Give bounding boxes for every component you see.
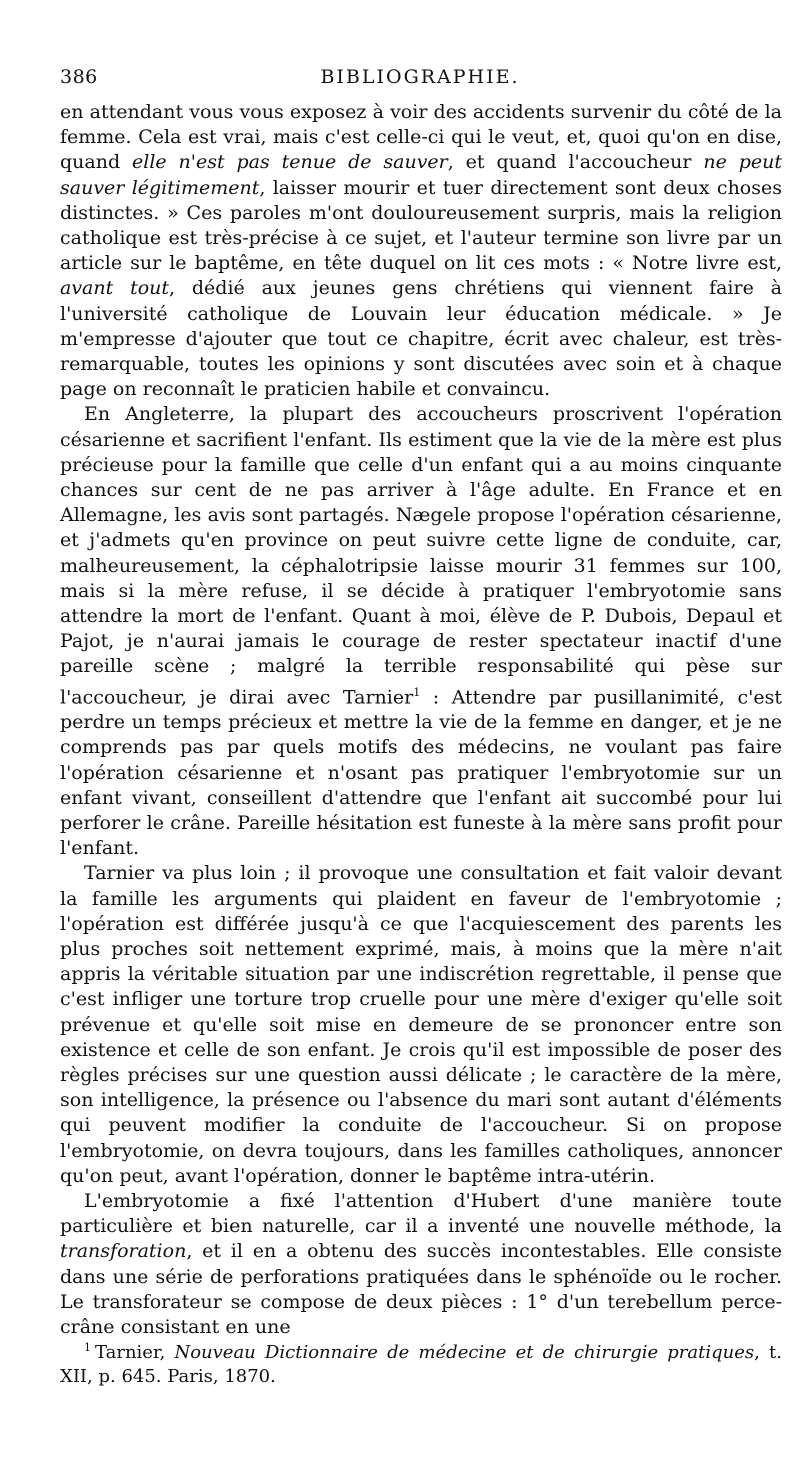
paragraph-3: Tarnier va plus loin ; il provoque une consultation et fait valoir devant la famille les arguments qui plaident en faveur de l'embryotomie ; l'opération est différée jusqu'à ce que l'acquiescement des parents les plus proches soit nettement exprimé, mais, à moins que la mère n'ait appris la véritable situation par une indiscrétion regrettable, il pense que c'est infliger une torture trop cruelle pour une mère d'exiger qu'elle soit prévenue et qu'elle soit mise en demeure de se prononcer entre son existence et celle de son enfant. Je crois qu'il est impossible de poser des règles précises sur une question aussi délicate ; le caractère de la mère, son intelligence, la présence ou l'absence du mari sont autant d'éléments qui peuvent modifier la conduite de l'accoucheur. Si on propose l'embryotomie, on devra toujours, dans les familles catholiques, annoncer qu'on peut, avant l'opération, donner le baptême intra-utérin. [60, 862, 782, 1187]
footnote-text-a: Tarnier, [95, 1342, 175, 1363]
paragraph-1-italic-b: elle n'est pas tenue de sauver [132, 151, 448, 174]
paragraph-4 [60, 1189, 782, 1340]
footnote-text-b: , t. XII, p. 645. Paris, 1870. [60, 1342, 782, 1387]
footnote-ref-1[interactable]: 1 [413, 685, 421, 699]
paragraph-2 [60, 402, 782, 861]
page-header [60, 66, 780, 94]
body-text [60, 100, 782, 1340]
footnote-1 [60, 1336, 782, 1389]
paragraph-2-text-a: En Angleterre, la plupart des accoucheurs proscrivent l'opération césarienne et sacrifient l'enfant. Ils estiment que la vie de la mère est plus précieuse pour la famille que celle d'un enfant qui a au moins cinquante chances sur cent de ne pas arriver à l'âge adulte. En France et en Allemagne, les avis sont partagés. Nægele propose l'opération césarienne, et j'admets qu'en province on peut suivre cette ligne de conduite, car, malheureusement, la céphalotripsie laisse mourir 31 femmes sur 100, mais si la mère refuse, il se décide à pratiquer l'embryotomie sans attendre la mort de l'enfant. Quant à moi, élève de P. Dubois, Depaul et Pajot, je n'aurai jamais le courage de rester spectateur inactif d'une pareille scène ; malgré la terrible responsabilité qui pèse sur l'accoucheur, je dirai avec Tarnier [60, 403, 782, 708]
footnote-number: 1 [84, 1341, 91, 1354]
paragraph-1-italic-d: ne peut sauver légitimement [60, 151, 782, 199]
paragraph-1-text-c: , et quand l'accoucheur [447, 151, 704, 174]
page-number: 386 [60, 66, 98, 88]
footnote-title: Nouveau Dictionnaire de médecine et de chirurgie pratiques [174, 1342, 755, 1363]
running-head: BIBLIOGRAPHIE. [320, 66, 520, 88]
paragraph-4-text-c: , et il en a obtenu des succès incontestables. Elle consiste dans une série de perforations pratiquées dans le sphénoïde ou le rocher. Le transforateur se compose de deux pièces : 1° d'un terebellum perce-crâne consistant en une [60, 1240, 782, 1339]
paragraph-1-text-e: , laisser mourir et tuer directement sont deux choses distinctes. » Ces paroles m'ont douloureusement surpris, mais la religion catholique est très-précise à ce sujet, et l'auteur termine son livre par un article sur le baptême, en tête duquel on lit ces mots : « Notre livre est, [60, 176, 782, 275]
paragraph-4-italic-b: transforation [60, 1240, 187, 1263]
paragraph-1-text-a: en attendant vous vous exposez à voir des accidents survenir du côté de la femme. Cela est vrai, mais c'est celle-ci qui le veut, et, quoi qu'on en dise, quand [60, 101, 782, 174]
paragraph-2-text-b: : Attendre par pusillanimité, c'est perdre un temps précieux et mettre la vie de la femme en danger, et je ne comprends pas par quels motifs des médecins, ne voulant pas faire l'opération césarienne et n'osant pas pratiquer l'embryotomie sur un enfant vivant, conseillent d'attendre que l'enfant ait succombé pour lui perforer le crâne. Pareille hésitation est funeste à la mère sans profit pour l'enfant. [60, 686, 782, 860]
footnote [60, 1336, 782, 1389]
paragraph-1-italic-f: avant tout [60, 277, 170, 300]
paragraph-4-text-a: L'embryotomie a fixé l'attention d'Hubert d'une manière toute particulière et bien naturelle, car il a inventé une nouvelle méthode, la [60, 1190, 782, 1238]
paragraph-1 [60, 100, 782, 402]
paragraph-1-text-g: , dédié aux jeunes gens chrétiens qui viennent faire à l'université catholique de Louvain leur éducation médicale. » Je m'empresse d'ajouter que tout ce chapitre, écrit avec chaleur, est très-remarquable, toutes les opinions y sont discutées avec soin et à chaque page on reconnaît le praticien habile et convaincu. [60, 277, 782, 401]
